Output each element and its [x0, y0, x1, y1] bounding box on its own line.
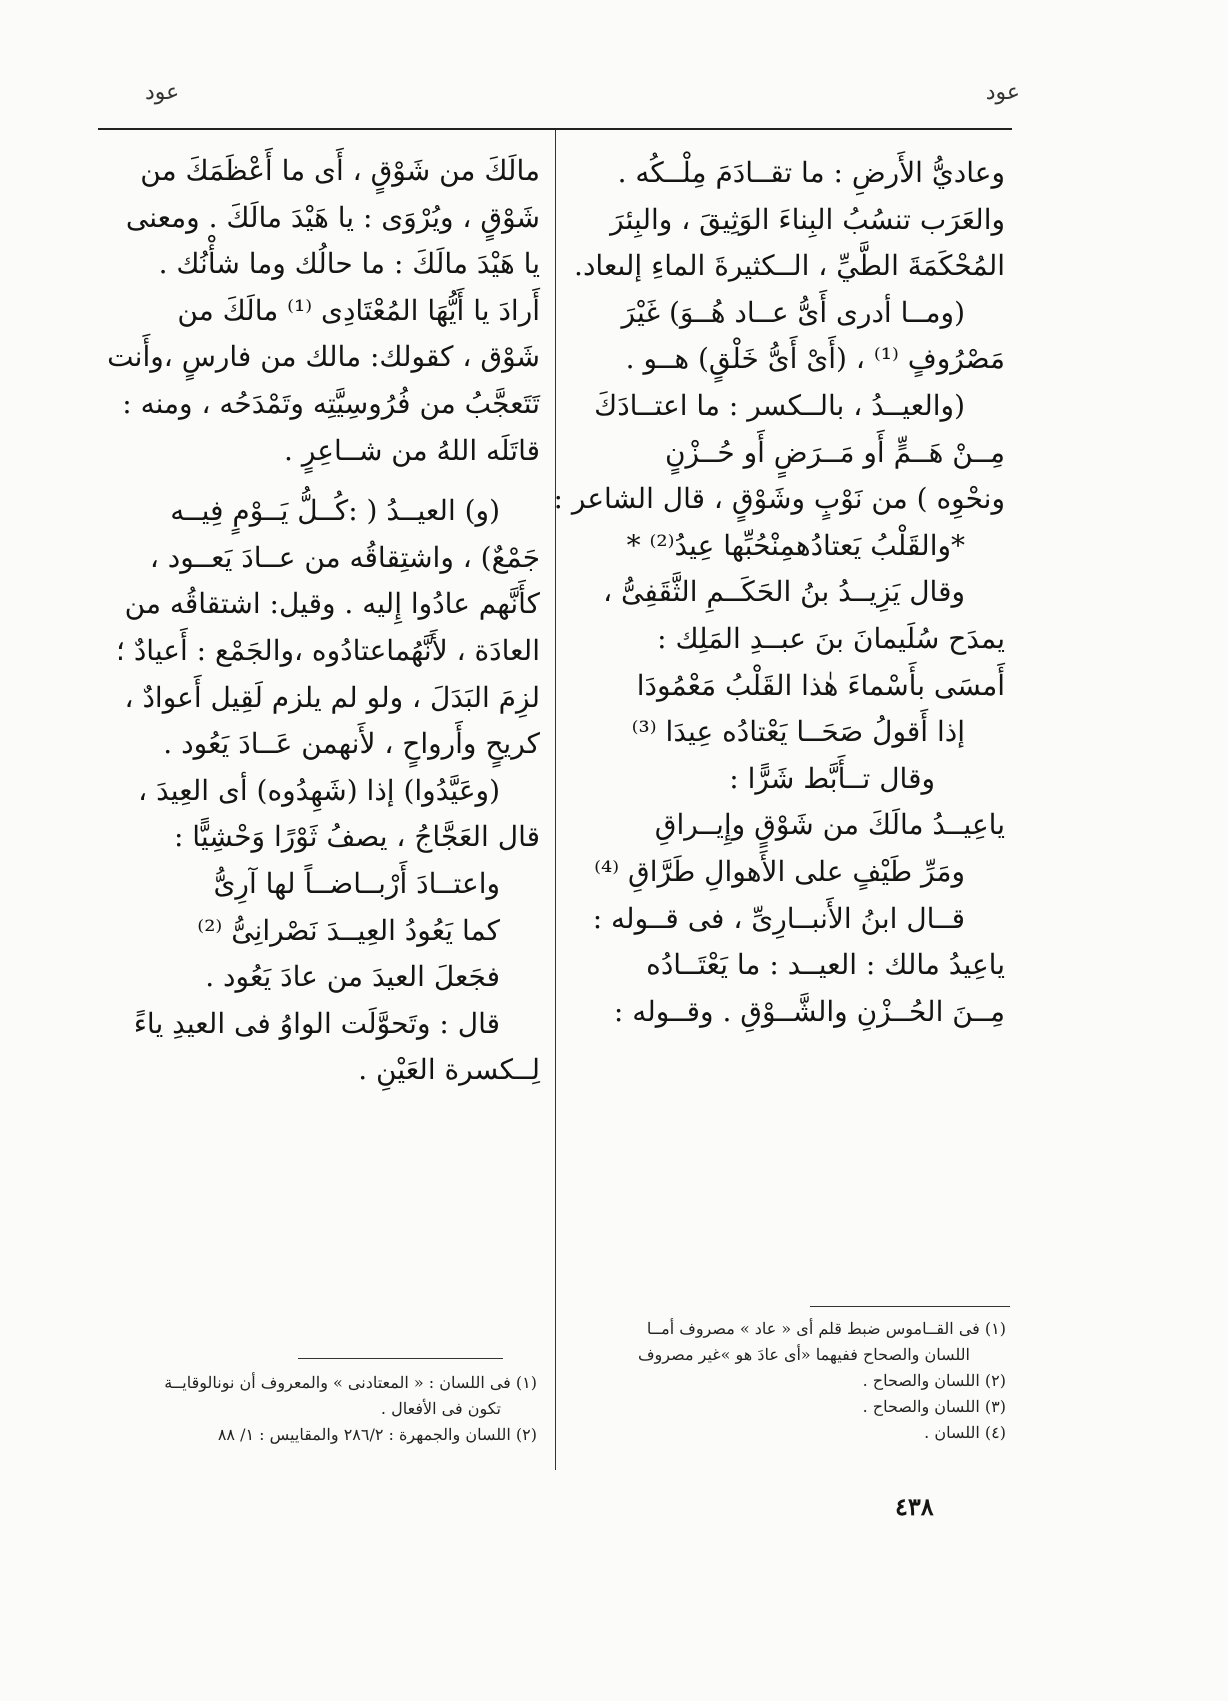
running-header-left: عود	[145, 80, 180, 105]
text-line: مالَكَ من شَوْقٍ ، أَى ما أَعْظَمَكَ من	[140, 154, 540, 187]
footnote-rule-left	[298, 1358, 503, 1359]
verse-line: ومَرِّ طَيْفٍ على الأَهوالِ طَرَّاقِ ⁽⁴⁾	[594, 854, 965, 888]
text-line: يمدَح سُلَيمانَ بنَ عبــدِ المَلِك :	[657, 621, 1005, 655]
footnote: (١) فى القــاموس ضبط قلم أى « عاد » مصروف أمــا	[646, 1319, 1006, 1338]
text-line: مِــنَ الحُــزْنِ والشَّــوْقِ . وقــوله :	[613, 994, 1005, 1028]
text-line: شَوْقٍ ، ويُرْوَى : يا هَيْدَ مالَكَ . ومعنى	[125, 200, 540, 234]
text-line: لزِمَ البَدَلَ ، ولو لم يلزم لَقِيل أَعوادٌ ،	[124, 680, 540, 714]
right-column	[553, 150, 1005, 1035]
text-line: وقال تــأَبَّط شَرًّا :	[729, 761, 935, 795]
text-line: كأَنَّهم عادُوا إِليه . وقيل: اشتقاقُه من	[124, 587, 540, 621]
footnotes-left	[92, 1370, 537, 1448]
footnotes-right	[586, 1316, 1006, 1446]
text-line: أَرادَ يا أَيُّهَا المُعْتَادِى ⁽¹⁾ مالَكَ من	[177, 293, 540, 327]
text-line: جَمْعٌ) ، واشتِقاقُه من عــادَ يَعــود ،	[149, 540, 540, 574]
text-line: فجَعلَ العيدَ من عادَ يَعُود .	[205, 960, 500, 994]
footnote: (٤) اللسان .	[924, 1423, 1006, 1442]
column-divider	[555, 130, 556, 1470]
text-line: قاتَلَه اللهُ من شــاعِرٍ .	[284, 433, 540, 467]
verse-line: إذا أَقولُ صَحَــا يَعْتادُه عِيدَا ⁽³⁾	[631, 715, 965, 749]
page-number: ٤٣٨	[895, 1492, 934, 1521]
text-line: قال : وتَحوَّلَت الواوُ فى العيدِ ياءً	[133, 1006, 500, 1040]
text-line: ياعِيدُ مالك : العيــد : ما يَعْتَــادُه	[646, 948, 1005, 982]
text-line: تَتَعجَّبُ من فُرُوسِيَّتِه وتَمْدَحُه ، ومنه :	[122, 386, 540, 420]
text-line: كريحٍ وأَرواحٍ ، لأَنهمن عَــادَ يَعُود .	[163, 727, 540, 761]
text-line: شَوْق ، كقولك: مالك من فارسٍ ،وأَنت	[107, 340, 540, 374]
verse-line: ياعِيــدُ مالَكَ من شَوْقٍ وإِيــراقِ	[654, 808, 1005, 842]
text-line: مِــنْ هَــمٍّ أَو مَــرَضٍ أَو حُــزْنٍ	[664, 435, 1005, 469]
text-line: وقال يَزِيــدُ بنُ الحَكَــمِ الثَّقَفِىُّ ،	[603, 575, 965, 609]
footnote-continuation: تكون فى الأفعال .	[380, 1399, 501, 1418]
text-line: ونحْوِه ) من نَوْبٍ وشَوْقٍ ، قال الشاعر :	[553, 482, 1005, 516]
verse-line: واعتــادَ أَرْبــاضــاً لها آرِىُّ	[213, 866, 500, 900]
running-header-right: عود	[985, 80, 1020, 105]
text-line: (والعيــدُ ، بالــكسر : ما اعتــادَكَ	[594, 388, 965, 422]
text-line: قــال ابنُ الأَنبــارِىِّ ، فى قــوله :	[592, 901, 965, 935]
footnote: (٢) اللسان والجمهرة : ٢٨٦/٢ والمقاييس : ١/ ٨٨	[217, 1425, 537, 1444]
text-line: (و) العيــدُ ( :كُــلُّ يَــوْمٍ فِيــه	[170, 494, 500, 528]
text-line: (ومــا أدرى أَىُّ عــاد هُــوَ) غَيْرَ	[621, 295, 965, 329]
text-line: مَصْرُوفٍ ⁽¹⁾ ، (أَىْ أَىُّ خَلْقٍ) هــو .	[625, 342, 1005, 376]
text-line: يا هَيْدَ مالَكَ : ما حالُك وما شأْنُك .	[158, 247, 540, 281]
text-line: قال العَجَّاجُ ، يصفُ ثَوْرًا وَحْشِيًّا :	[173, 820, 540, 854]
text-line: المُحْكَمَةَ الطَّيِّ ، الــكثيرةَ الماءِ إلىعاد.	[574, 249, 1005, 283]
text-line: وعاديُّ الأَرضِ : ما تقــادَمَ مِلْــكُه .	[617, 156, 1005, 189]
left-column	[92, 148, 540, 1094]
verse-line: أَمسَى بأَسْماءَ هٰذا القَلْبُ مَعْمُودَا	[636, 668, 1005, 702]
text-line: (وعَيَّدُوا) إذا (شَهِدُوه) أى العِيدَ ،	[138, 773, 500, 807]
footnote-continuation: اللسان والصحاح ففيهما «أى عادَ هو »غير مصروف	[637, 1345, 970, 1364]
footnote-rule-right	[810, 1306, 1010, 1307]
verse-line: *والقَلْبُ يَعتادُهمِنْحُبِّها عِيدُ⁽²⁾ *	[626, 528, 965, 562]
footnote: (١) فى اللسان : « المعتادنى » والمعروف أن نونالوقايــة	[164, 1373, 537, 1392]
footnote: (٣) اللسان والصحاح .	[862, 1397, 1006, 1416]
text-line: لِــكسرة العَيْنِ .	[358, 1053, 540, 1087]
verse-line: كما يَعُودُ العِيــدَ نَصْرانِىُّ ⁽²⁾	[197, 913, 500, 947]
text-line: العادَة ، لأَنَّهُماعتادُوه ،والجَمْع : أَعيادٌ ؛	[116, 633, 540, 667]
footnote: (٢) اللسان والصحاح .	[862, 1371, 1006, 1390]
text-line: والعَرَب تنسُبُ البِناءَ الوَثِيقَ ، والبِئرَ	[610, 202, 1005, 236]
